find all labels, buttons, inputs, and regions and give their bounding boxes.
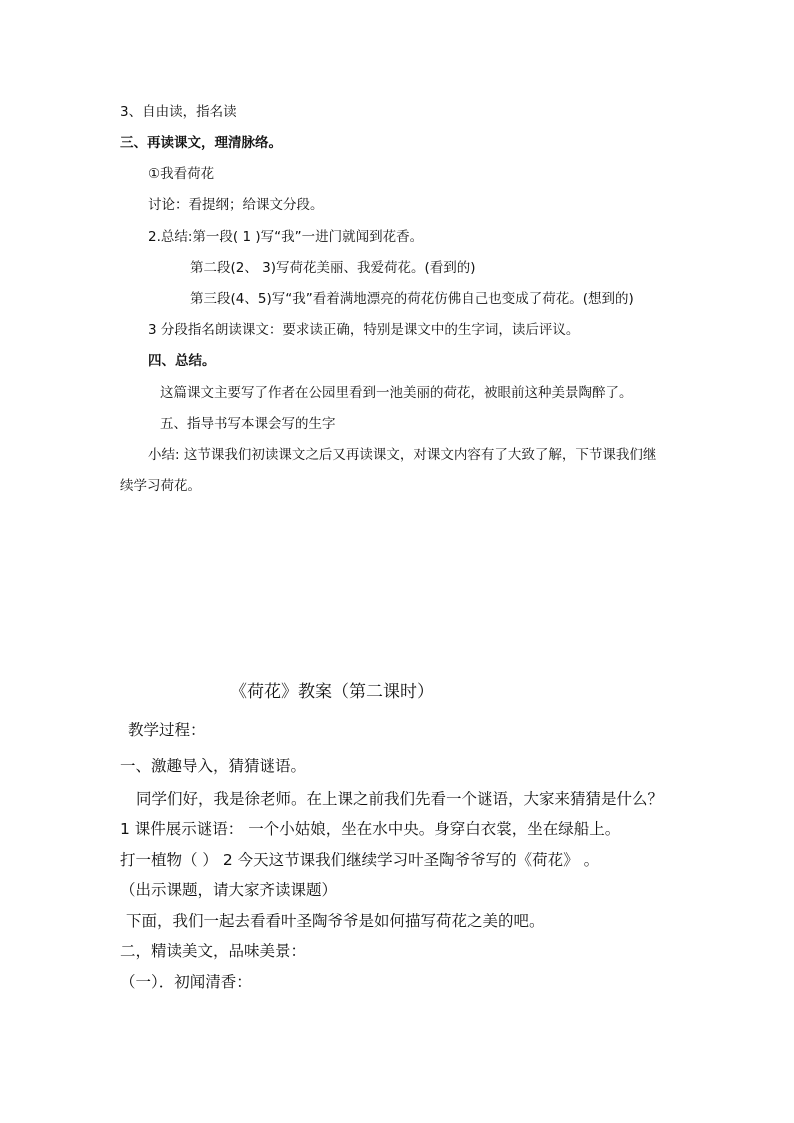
free-read-line: 3、自由读，指名读 — [120, 104, 237, 120]
summary-text: 这篇课文主要写了作者在公园里看到一池美丽的荷花，被眼前这种美景陶醉了。 — [160, 385, 633, 401]
heading-three: 三、再读课文，理清脉络。 — [120, 135, 282, 151]
teaching-process-label: 教学过程： — [128, 721, 206, 739]
summary-part-1: 2.总结:第一段( 1 )写“我”一进门就闻到花香。 — [148, 229, 424, 245]
brief-line-2: 续学习荷花。 — [120, 478, 201, 494]
discussion-line: 讨论：看提纲；给课文分段。 — [148, 197, 324, 213]
next-line: 下面，我们一起去看看叶圣陶爷爷是如何描写荷花之美的吧。 — [126, 912, 545, 930]
summary-part-3: 第三段(4、5)写“我”看着满地漂亮的荷花仿佛自己也变成了荷花。(想到的) — [190, 291, 634, 307]
heading-five: 五、指导书写本课会写的生字 — [160, 416, 336, 432]
show-topic-line: （出示课题，请大家齐读课题） — [120, 881, 338, 899]
part-two-heading: 二，精读美文，品味美景： — [120, 942, 307, 960]
intro-text: 同学们好，我是徐老师。在上课之前我们先看一个谜语，大家来猜猜是什么？ — [136, 790, 664, 808]
page-title: 《荷花》教案（第二课时） — [230, 682, 434, 702]
heading-four: 四、总结。 — [148, 353, 216, 369]
summary-part-2: 第二段(2、 3)写荷花美丽、我爱荷花。(看到的) — [190, 260, 476, 276]
riddle-line: 1 课件展示谜语： 一个小姑娘，坐在水中央。身穿白衣裳，坐在绿船上。 — [120, 820, 621, 838]
sub-one-heading: （一）．初闻清香： — [120, 973, 252, 991]
circle-item-1: ①我看荷花 — [148, 166, 215, 182]
item-3-read: 3 分段指名朗读课文：要求读正确，特别是课文中的生字词，读后评议。 — [148, 322, 580, 338]
part-one-heading: 一、激趣导入，猜猜谜语。 — [120, 757, 307, 775]
guess-line: 打一植物（ ） 2 今天这节课我们继续学习叶圣陶爷爷写的《荷花》 。 — [120, 851, 600, 869]
brief-line-1: 小结: 这节课我们初读课文之后又再读课文，对课文内容有了大致了解，下节课我们继 — [148, 447, 657, 463]
